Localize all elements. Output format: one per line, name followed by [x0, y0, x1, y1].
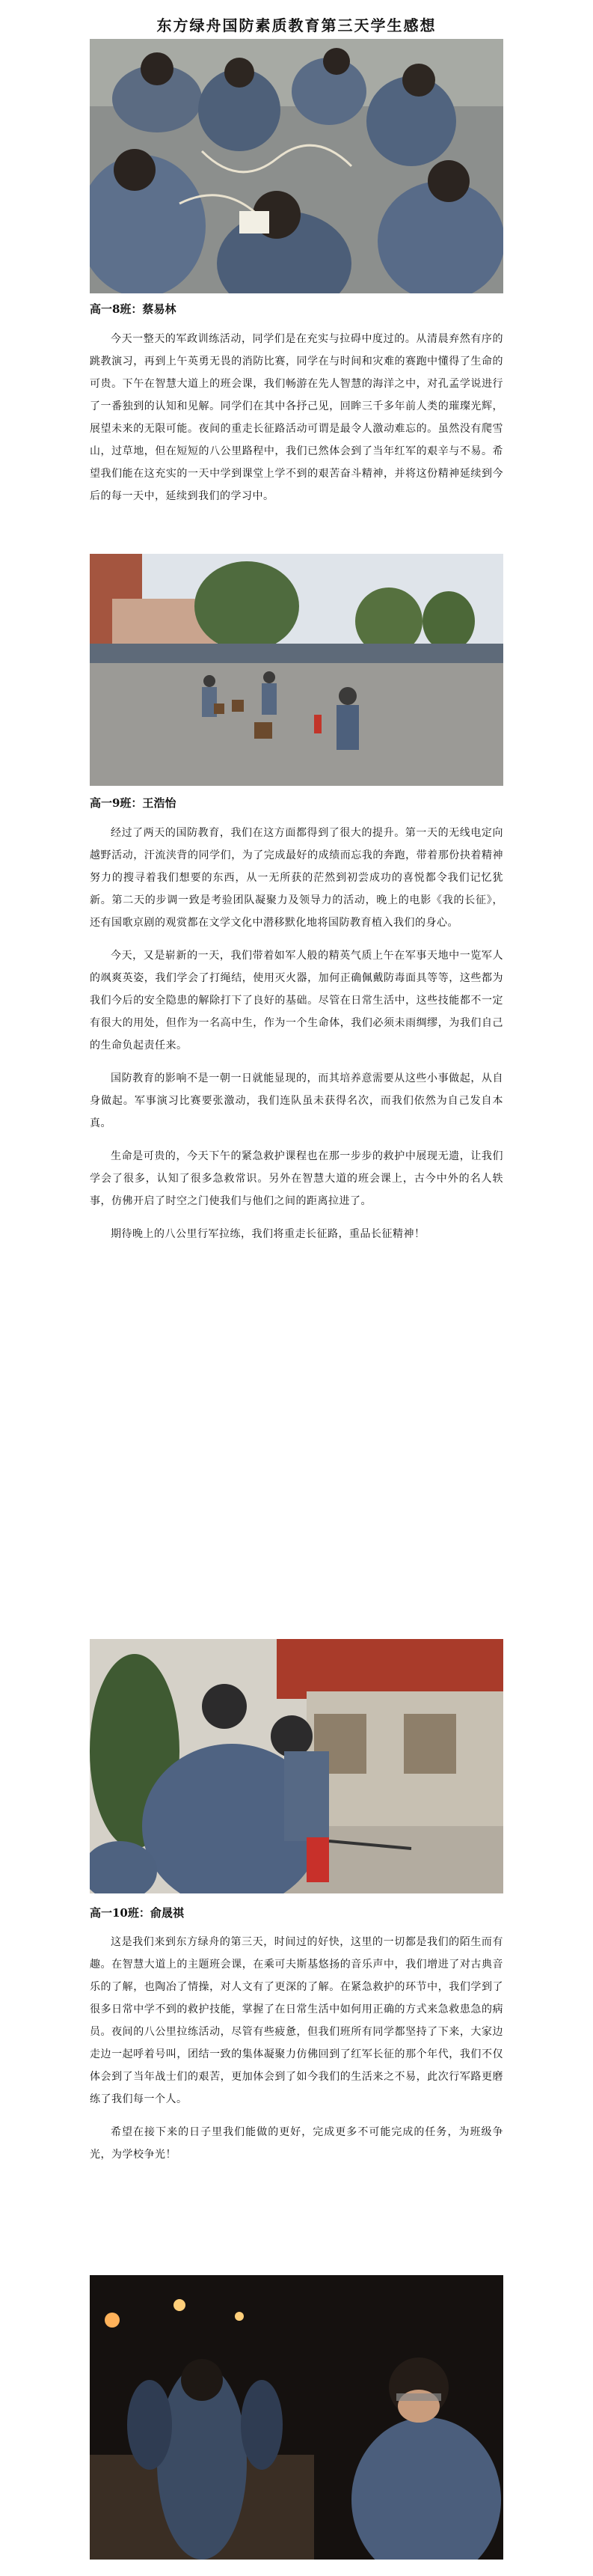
- section-1-text: [90, 328, 503, 518]
- photo-students-knots: [90, 39, 503, 293]
- section-3-text: [90, 1931, 503, 2176]
- section-2-paragraph-5: 期待晚上的八公里行军拉练，我们将重走长征路，重品长征精神！: [111, 1228, 425, 1240]
- photo-night-march: [90, 2275, 503, 2560]
- photo-students-knots-image: [90, 39, 503, 293]
- photo-gas-masks-image: [90, 1639, 503, 1893]
- author-3: 高一10班：俞晟祺: [90, 1906, 184, 1920]
- section-1-paragraph-1: 今天一整天的军政训练活动，同学们是在充实与拉碍中度过的。从清晨弃然有序的跳教演习，再到上午英勇无畏的消防比赛，同学在与时间和灾难的赛跑中懂得了生命的可贵。下午在智慧大道上的班会课，我们畅游在先人智慧的海洋之中，对孔孟学说进行了一番独到的认知和见解。同学们在其中各抒己见，回眸三千多年前人类的璀璨光辉，展望未来的无限可能。夜间的重走长征路活动可谓是最令人激动难忘的。虽然没有爬雪山，过草地，但在短短的八公里路程中，我们已然体会到了当年红军的艰辛与不易。希望我们能在这充实的一天中学到课堂上学不到的艰苦奋斗精神，并将这份精神延续到今后的每一天中，延续到我们的学习中。: [90, 333, 503, 502]
- section-3-paragraph-2: 希望在接下来的日子里我们能做的更好，完成更多不可能完成的任务，为班级争光，为学校争光！: [90, 2126, 503, 2161]
- photo-gas-masks: [90, 1639, 503, 1893]
- section-2-paragraph-4: 生命是可贵的，今天下午的紧急救护课程也在那一步步的救护中展现无遗，让我们学会了很多，认知了很多急救常识。另外在智慧大道的班会课上，古今中外的名人轶事，仿佛开启了时空之门使我们与他们之间的距离拉进了。: [90, 1150, 503, 1207]
- section-3-paragraph-1: 这是我们来到东方绿舟的第三天，时间过的好快，这里的一切都是我们的陌生而有趣。在智慧大道上的主题班会课，在乘可夫斯基悠扬的音乐声中，我们增进了对古典音乐的了解，也陶冶了情操，对人文有了更深的了解。在紧急救护的环节中，我们学到了很多日常中学不到的救护技能，掌握了在日常生活中如何用正确的方式来急救患急的病员。夜间的八公里拉练活动，尽管有些疲惫，但我们班所有同学都坚持了下来，大家边走边一起呼着号叫，团结一致的集体凝聚力仿佛回到了红军长征的那个年代，我们不仅体会到了当年战士们的艰苦，更加体会到了如今我们的生活来之不易，此次行军路更磨练了我们每一个人。: [90, 1936, 503, 2105]
- section-2-text: [90, 822, 503, 1256]
- section-2-paragraph-1: 经过了两天的国防教育，我们在这方面都得到了很大的提升。第一天的无线电定向越野活动，汗流浃背的同学们，为了完成最好的成绩而忘我的奔跑，带着那份抉着精神努力的搜寻着我们想要的东西，从一无所获的茫然到初尝成功的喜悦都令我们记忆犹新。第二天的步调一致是考验团队凝聚力及领导力的活动，晚上的电影《我的长征》，还有国歌京剧的观赏都在文学文化中潜移默化地将国防教育植入我们的身心。: [90, 827, 503, 929]
- author-2: 高一9班：王浩怡: [90, 796, 176, 810]
- section-2-paragraph-3: 国防教育的影响不是一朝一日就能显现的，而其培养意需要从这些小事做起，从自身做起。军事演习比赛要张激动，我们连队虽未获得名次，而我们依然为自己发自本真。: [90, 1072, 503, 1129]
- photo-fire-drill: [90, 554, 503, 786]
- section-2-paragraph-2: 今天，又是崭新的一天，我们带着如军人般的精英气质上午在军事天地中一览军人的飒爽英姿，我们学会了打绳结，使用灭火器，加何正确佩戴防毒面具等等，这些都为我们今后的安全隐患的解除打下了良好的基础。尽管在日常生活中，这些技能都不一定有很大的用处，但作为一名高中生，作为一个生命体，我们必须未雨绸缪，为我们自己的生命负起责任来。: [90, 950, 503, 1052]
- photo-fire-drill-image: [90, 554, 503, 786]
- page-title: 东方绿舟国防素质教育第三天学生感想: [156, 16, 437, 34]
- author-1: 高一8班：蔡易林: [90, 302, 176, 316]
- photo-night-march-image: [90, 2275, 503, 2560]
